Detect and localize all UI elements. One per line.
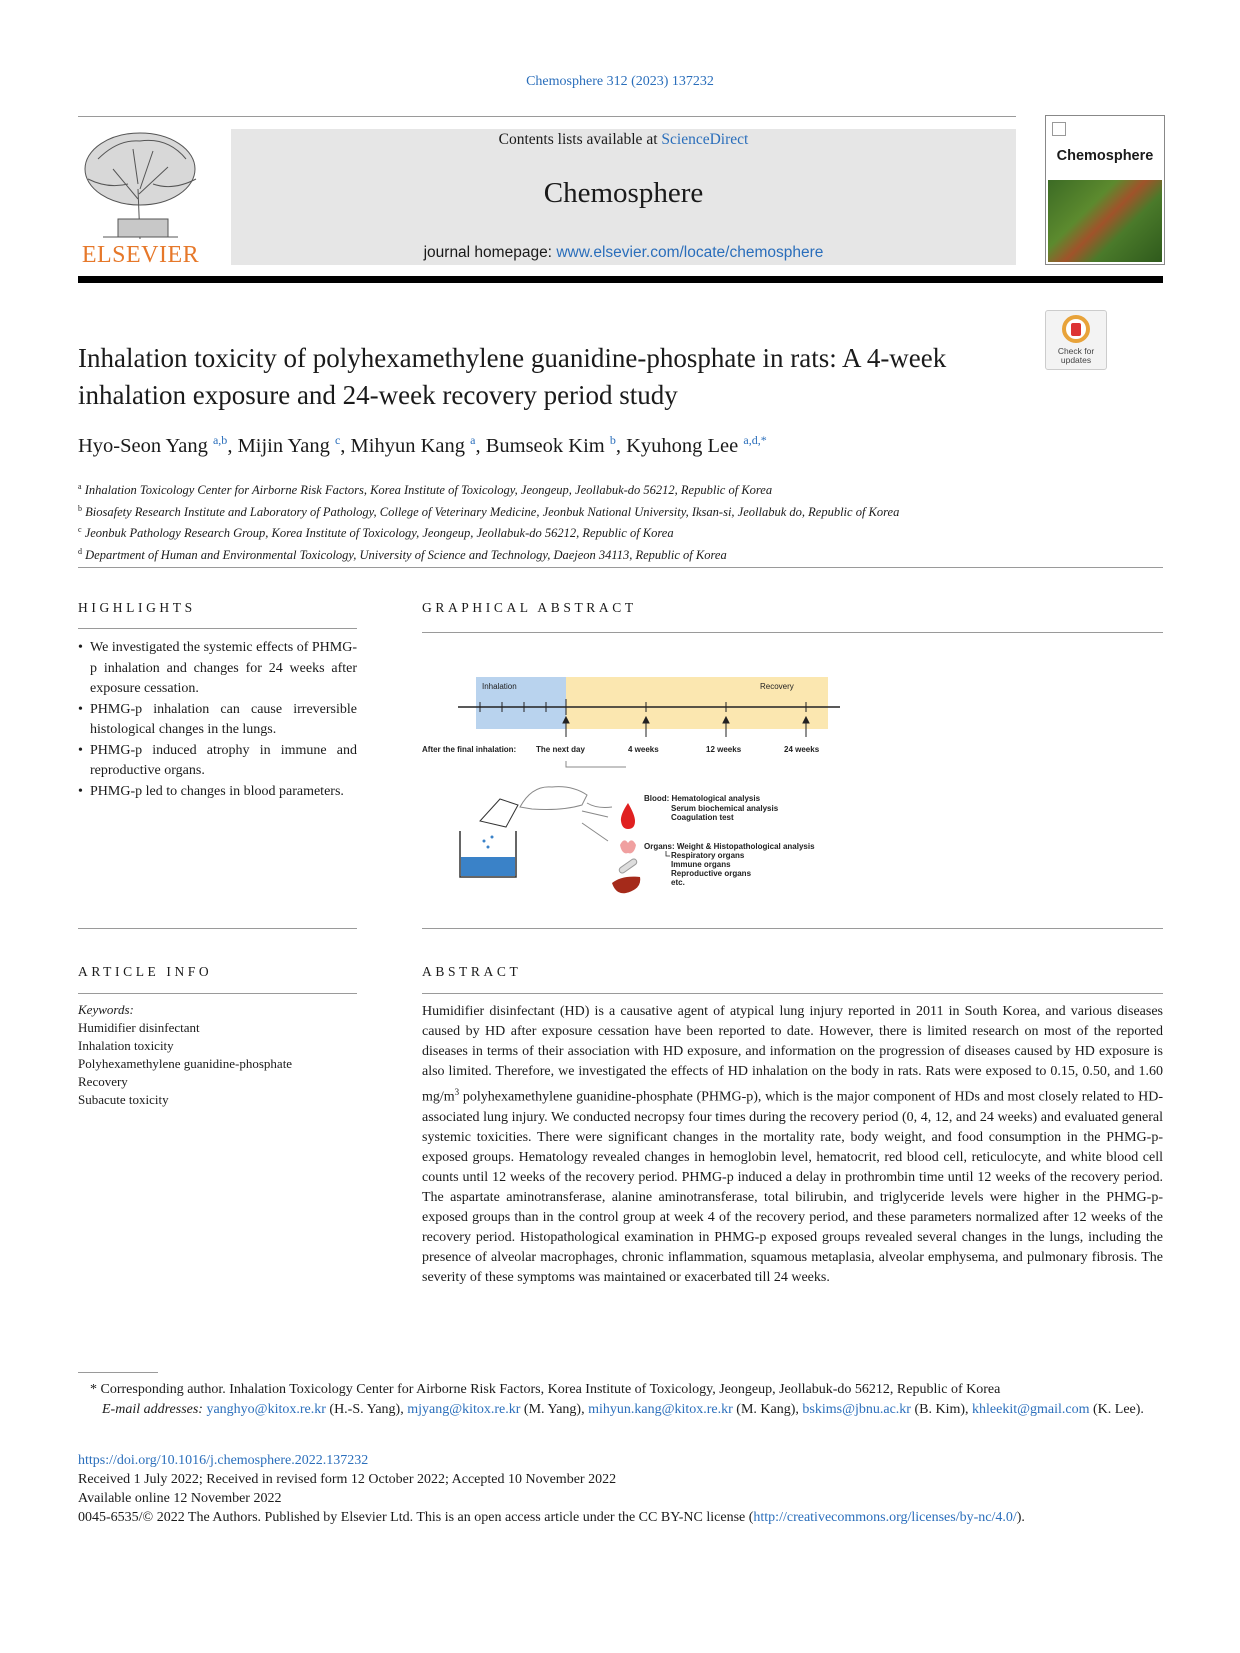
email-link[interactable]: mjyang@kitox.re.kr	[407, 1402, 521, 1417]
abstract-rule	[422, 993, 1163, 994]
organ-arrow	[582, 823, 608, 841]
tree-icon	[78, 129, 203, 239]
organ-item: Reproductive organs	[671, 869, 752, 878]
keywords-block	[78, 1001, 292, 1109]
license-statement: 0045-6535/© 2022 The Authors. Published by Elsevier Ltd. This is an open access article under the CC BY-NC license (http://creativecommons.org/licenses/by-nc/4.0/).	[78, 1510, 1025, 1525]
graphical-abstract-figure[interactable]	[422, 645, 852, 905]
author-affiliation-mark[interactable]: a	[470, 433, 476, 447]
bone-icon	[618, 858, 638, 874]
keyword[interactable]: Polyhexamethylene guanidine-phosphate	[78, 1056, 293, 1071]
email-link[interactable]: yanghyo@kitox.re.kr	[206, 1402, 326, 1417]
journal-name: Chemosphere	[543, 177, 704, 209]
elsevier-logo[interactable]	[78, 129, 203, 269]
author[interactable]: Mihyun Kang	[350, 434, 465, 457]
recovery-label: Recovery	[760, 682, 794, 691]
inhalation-label: Inhalation	[482, 682, 517, 691]
time-label: 24 weeks	[784, 745, 820, 754]
affiliations	[78, 478, 1168, 565]
author-affiliation-mark[interactable]: c	[334, 433, 341, 447]
time-label: 12 weeks	[706, 745, 742, 754]
elsevier-wordmark: ELSEVIER	[81, 242, 200, 268]
author-affiliation-mark[interactable]: a,d,*	[743, 433, 767, 447]
blood-item: Serum biochemical analysis	[671, 804, 779, 813]
affiliation: $^d$ Department of Human and Environmental Toxicology, University of Science and Technology, Daejeon 34113, Republic of Korea	[78, 546, 727, 563]
author[interactable]: Kyuhong Lee	[626, 434, 739, 457]
article-info-heading: ARTICLE INFO	[78, 964, 213, 979]
affiliation: $^a$ Inhalation Toxicology Center for Airborne Risk Factors, Korea Institute of Toxicology, Jeongeup, Jeollabuk-do 56212, Republic of Korea	[78, 482, 773, 498]
check-for-updates-badge[interactable]: Check for updates	[1045, 310, 1107, 370]
affiliation: $^b$ Biosafety Research Institute and Laboratory of Pathology, College of Veterinary Medicine, Jeonbuk National University, Iksan-si, Jeollabuk do, Republic of Korea	[78, 503, 900, 519]
highlight-item: • PHMG-p induced atrophy in immune and reproductive organs.	[78, 742, 357, 778]
after-final-label: After the final inhalation:	[422, 745, 517, 754]
abstract-text: Humidifier disinfectant (HD) is a causative agent of atypical lung injury reported in 2011 in South Korea, and various diseases caused by HD after exposure cessation have been reported to date. However, there is limited research on most of the reported diseases in terms of their association with HD exposure, and information on the progression of diseases caused by HD exposure is also limited. Therefore, we investigated the effects of HD inhalation on the body in rats. Rats were exposed to 0.15, 0.50, and 1.60 $mg/m^3$ polyhexamethylene guanidine-phosphate (PHMG-p), which is the major component of HDs and most closely related to HD-associated lung injury. We conducted necropsy four times during the recovery period (0, 4, 12, and 24 weeks) and evaluated general systemic toxicities. There were significant changes in the mortality rate, body weight, and food consumption in the PHMG-p-exposed groups. Hematology revealed changes in hemoglobin level, hematocrit, red blood cell, reticulocyte, and white blood cell counts until 12 weeks of the recovery period. PHMG-p induced a delay in prothrombin time until 12 weeks of the recovery period. The aspartate aminotransferase, alanine aminotransferase, total bilirubin, and triglyceride levels were higher in the PHMG-p-exposed groups than in the control group at week 4 of the recovery period, and these parameters normalized after 12 weeks of the recovery period. Histopathological examination in PHMG-p exposed groups revealed several changes in the lungs, including the presence of alveolar macrophages, chronic inflammation, squamous metaplasia, alveolar emphysema, and pulmonary fibrosis. The severity of these symptoms was maintained or exacerbated till 24 weeks.	[422, 1004, 1163, 1285]
lung-icon	[620, 840, 636, 853]
license-link[interactable]: http://creativecommons.org/licenses/by-nc/4.0/	[753, 1510, 1017, 1525]
publication-info	[78, 1451, 1163, 1527]
contents-line: Contents lists available at ScienceDirect	[498, 131, 749, 148]
highlight-item: • PHMG-p led to changes in blood parameters.	[78, 783, 344, 799]
author[interactable]: Mijin Yang	[237, 434, 330, 457]
keyword[interactable]: Inhalation toxicity	[78, 1038, 174, 1053]
received-dates: Received 1 July 2022; Received in revised form 12 October 2022; Accepted 10 November 2022	[78, 1472, 617, 1487]
email-link[interactable]: mihyun.kang@kitox.re.kr	[588, 1402, 733, 1417]
cover-image	[1048, 180, 1162, 262]
highlights-bottom-rule	[78, 928, 357, 929]
blood-arrow	[582, 811, 608, 817]
available-online: Available online 12 November 2022	[78, 1491, 282, 1506]
organ-item: etc.	[671, 878, 685, 887]
organs-title: Organs: Weight & Histopathological analysis	[644, 842, 815, 851]
exposure-chamber-icon	[460, 799, 518, 877]
elsevier-mini-icon	[1052, 122, 1066, 136]
affiliation: $^c$ Jeonbuk Pathology Research Group, Korea Institute of Toxicology, Jeongeup, Jeollabuk-do 56212, Republic of Korea	[78, 525, 674, 541]
doi-link[interactable]: https://doi.org/10.1016/j.chemosphere.2022.137232	[78, 1453, 369, 1468]
liver-icon	[612, 877, 640, 894]
homepage-line: journal homepage: www.elsevier.com/locate/chemosphere	[423, 244, 824, 261]
time-label: The next day	[536, 745, 585, 754]
footnote-rule	[78, 1372, 158, 1373]
graphical-abstract-bottom-rule	[422, 928, 1163, 929]
highlights-list	[78, 638, 357, 802]
section-rule	[78, 567, 1163, 568]
organ-bracket	[666, 851, 670, 856]
highlight-item: • PHMG-p inhalation can cause irreversible histological changes in the lungs.	[78, 701, 357, 737]
graphical-abstract-heading: GRAPHICAL ABSTRACT	[422, 600, 637, 615]
keyword[interactable]: Subacute toxicity	[78, 1092, 169, 1107]
cover-title: Chemosphere	[1056, 148, 1154, 164]
header-thick-rule	[78, 276, 1163, 283]
bookmark-icon	[1062, 315, 1090, 343]
email-link[interactable]: khleekit@gmail.com	[972, 1402, 1090, 1417]
email-label: E-mail addresses:	[102, 1402, 203, 1417]
journal-cover[interactable]	[1045, 115, 1165, 265]
author-list: Hyo-Seon Yang $^{a,b}$, Mijin Yang $^c$, Mihyun Kang $^a$, Bumseok Kim $^b$, Kyuhong Lee $^{a,d,*}$	[78, 433, 767, 457]
graphical-abstract-rule	[422, 632, 1163, 633]
corresponding-author-footnote: * Corresponding author. Inhalation Toxicology Center for Airborne Risk Factors, Korea Institute of Toxicology, Jeongeup, Jeollabuk-do 56212, Republic of Korea E-mail addresses: yanghyo@kitox.re.kr (H.-S. Yang), mjyang@kitox.re.kr (M. Yang), mihyun.kang@kitox.re.kr (M. Kang), bskims@jbnu.ac.kr (B. Kim), khleekit@gmail.com (K. Lee).	[90, 1382, 1144, 1417]
rat-icon	[520, 761, 626, 810]
journal-banner	[231, 129, 1016, 265]
keywords-label: Keywords:	[78, 1002, 134, 1017]
organ-item: Respiratory organs	[671, 851, 745, 860]
author[interactable]: Hyo-Seon Yang	[78, 434, 208, 457]
article-info-rule	[78, 993, 357, 994]
blood-item: Coagulation test	[671, 813, 734, 822]
organ-item: Immune organs	[671, 860, 731, 869]
highlight-item: • We investigated the systemic effects of PHMG-p inhalation and changes for 24 weeks after exposure cessation.	[78, 640, 357, 696]
article-title: Inhalation toxicity of polyhexamethylene guanidine-phosphate in rats: A 4-week inhalation exposure and 24-week recovery period study	[78, 343, 947, 410]
author-affiliation-mark[interactable]: a,b	[212, 433, 228, 447]
homepage-link[interactable]: www.elsevier.com/locate/chemosphere	[556, 244, 824, 261]
sciencedirect-link[interactable]: ScienceDirect	[661, 131, 749, 148]
blood-drop-icon	[621, 803, 635, 829]
abstract-heading: ABSTRACT	[422, 964, 522, 979]
highlights-rule	[78, 628, 357, 629]
blood-title: Blood: Hematological analysis	[644, 794, 761, 803]
journal-reference[interactable]: Chemosphere 312 (2023) 137232	[526, 74, 714, 89]
keyword[interactable]: Recovery	[78, 1074, 128, 1089]
author[interactable]: Bumseok Kim	[485, 434, 605, 457]
highlights-heading: HIGHLIGHTS	[78, 600, 196, 615]
email-link[interactable]: bskims@jbnu.ac.kr	[802, 1402, 911, 1417]
header-rule	[78, 116, 1016, 117]
time-label: 4 weeks	[628, 745, 659, 754]
author-affiliation-mark[interactable]: b	[609, 433, 616, 447]
keyword[interactable]: Humidifier disinfectant	[78, 1020, 200, 1035]
